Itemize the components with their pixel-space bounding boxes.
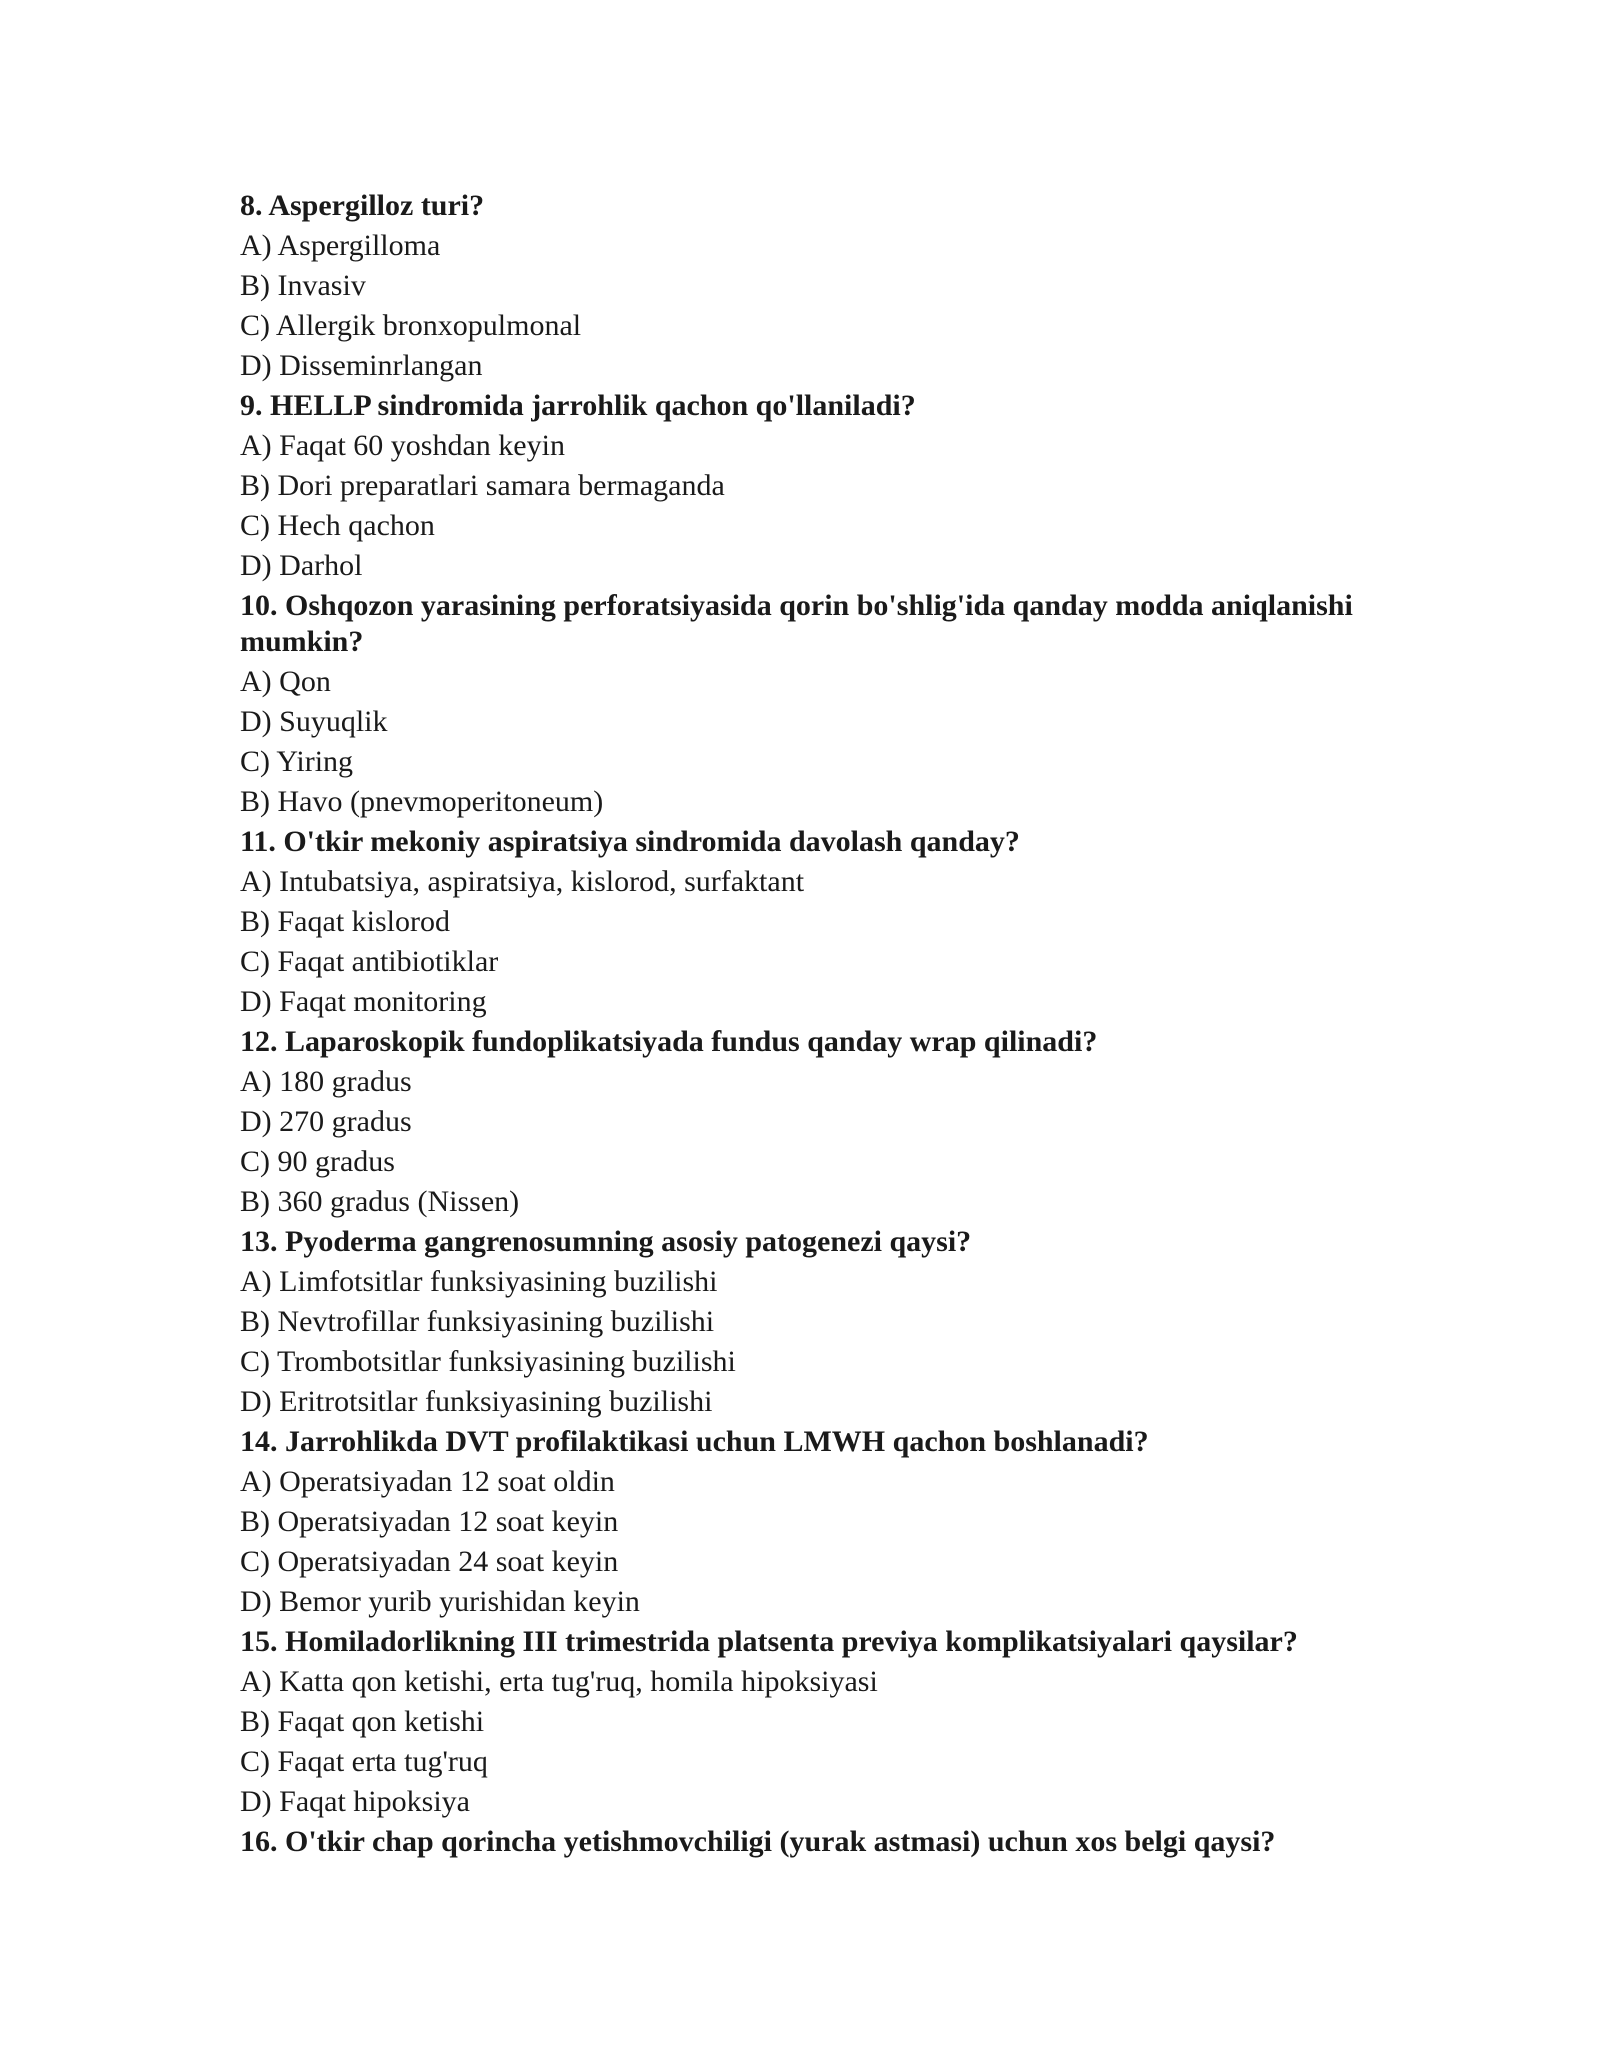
answer-option: C) 90 gradus: [240, 1145, 395, 1178]
question-block: [240, 1822, 1440, 1862]
question-block: [240, 1622, 1440, 1822]
answer-option: B) Havo (pnevmoperitoneum): [240, 785, 604, 818]
question-block: [240, 822, 1440, 1022]
answer-option: A) Limfotsitlar funksiyasining buzilishi: [240, 1265, 718, 1298]
answer-option: D) Eritrotsitlar funksiyasining buzilishi: [240, 1385, 713, 1418]
answer-option: A) Katta qon ketishi, erta tug'ruq, homila hipoksiyasi: [240, 1665, 878, 1698]
answer-option: A) Aspergilloma: [240, 229, 441, 262]
answer-option: C) Operatsiyadan 24 soat keyin: [240, 1545, 619, 1578]
question-title: 11. O'tkir mekoniy aspiratsiya sindromida davolash qanday?: [240, 825, 1020, 858]
answer-option: D) Faqat monitoring: [240, 985, 487, 1018]
question-block: [240, 386, 1440, 586]
question-title: 10. Oshqozon yarasining perforatsiyasida qorin bo'shlig'ida qanday modda aniqlanishi mumkin?: [240, 589, 1353, 658]
answer-option: A) Intubatsiya, aspiratsiya, kislorod, surfaktant: [240, 865, 805, 898]
answer-option: D) Bemor yurib yurishidan keyin: [240, 1585, 640, 1618]
answer-option: D) 270 gradus: [240, 1105, 412, 1138]
answer-option: B) Nevtrofillar funksiyasining buzilishi: [240, 1305, 715, 1338]
answer-option: D) Disseminrlangan: [240, 349, 483, 382]
answer-option: D) Faqat hipoksiya: [240, 1785, 470, 1818]
answer-option: D) Darhol: [240, 549, 363, 582]
answer-option: A) Faqat 60 yoshdan keyin: [240, 429, 565, 462]
answer-option: C) Faqat erta tug'ruq: [240, 1745, 488, 1778]
question-block: [240, 586, 1440, 822]
answer-option: C) Allergik bronxopulmonal: [240, 309, 582, 342]
question-block: [240, 1022, 1440, 1222]
question-title: 13. Pyoderma gangrenosumning asosiy patogenezi qaysi?: [240, 1225, 972, 1258]
question-title: 15. Homiladorlikning III trimestrida platsenta previya komplikatsiyalari qaysilar?: [240, 1625, 1298, 1658]
question-title: 9. HELLP sindromida jarrohlik qachon qo'llaniladi?: [240, 389, 916, 422]
question-block: [240, 1422, 1440, 1622]
answer-option: A) Operatsiyadan 12 soat oldin: [240, 1465, 615, 1498]
answer-option: D) Suyuqlik: [240, 705, 388, 738]
question-block: [240, 186, 1440, 386]
answer-option: B) Faqat qon ketishi: [240, 1705, 485, 1738]
question-title: 14. Jarrohlikda DVT profilaktikasi uchun LMWH qachon boshlanadi?: [240, 1425, 1149, 1458]
answer-option: C) Hech qachon: [240, 509, 435, 542]
answer-option: C) Yiring: [240, 745, 354, 778]
answer-option: C) Faqat antibiotiklar: [240, 945, 499, 978]
answer-option: C) Trombotsitlar funksiyasining buzilishi: [240, 1345, 736, 1378]
question-list: [240, 186, 1440, 1862]
answer-option: B) Dori preparatlari samara bermaganda: [240, 469, 725, 502]
question-title: 8. Aspergilloz turi?: [240, 189, 485, 222]
answer-option: A) 180 gradus: [240, 1065, 412, 1098]
question-block: [240, 1222, 1440, 1422]
question-title: 12. Laparoskopik fundoplikatsiyada fundus qanday wrap qilinadi?: [240, 1025, 1098, 1058]
answer-option: B) Invasiv: [240, 269, 366, 302]
answer-option: B) Operatsiyadan 12 soat keyin: [240, 1505, 619, 1538]
question-title: 16. O'tkir chap qorincha yetishmovchiligi (yurak astmasi) uchun xos belgi qaysi?: [240, 1825, 1276, 1858]
answer-option: A) Qon: [240, 665, 331, 698]
answer-option: B) 360 gradus (Nissen): [240, 1185, 520, 1218]
answer-option: B) Faqat kislorod: [240, 905, 450, 938]
